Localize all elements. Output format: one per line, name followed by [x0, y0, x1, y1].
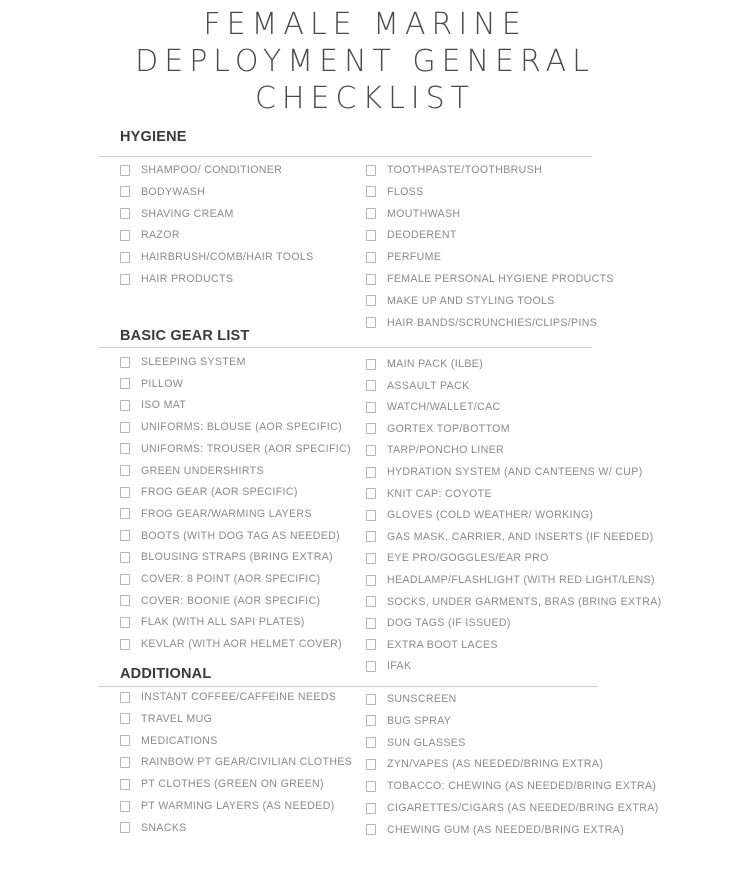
checklist-item-label: TARP/PONCHO LINER — [387, 444, 505, 457]
checklist-item-label: SHAVING CREAM — [141, 207, 234, 220]
checkbox[interactable] — [120, 357, 130, 368]
checklist-item[interactable] — [120, 819, 187, 837]
checkbox[interactable] — [120, 779, 130, 790]
checklist-item-label: DOG TAGS (IF ISSUED) — [387, 617, 511, 630]
checklist-item-label: ISO MAT — [141, 399, 187, 412]
checklist-item-label: HAIRBRUSH/COMB/HAIR TOOLS — [141, 251, 314, 264]
checkbox[interactable] — [366, 759, 376, 770]
checklist-item-label: GORTEX TOP/BOTTOM — [387, 422, 510, 435]
checklist-item[interactable] — [366, 593, 662, 611]
checklist-item[interactable] — [120, 527, 340, 545]
checklist-item[interactable] — [120, 548, 333, 566]
checkbox[interactable] — [120, 274, 130, 285]
checklist-item[interactable] — [366, 463, 643, 481]
checklist-item-label: GAS MASK, CARRIER, AND INSERTS (IF NEEDED) — [387, 530, 654, 543]
checkbox[interactable] — [366, 252, 376, 263]
checkbox[interactable] — [120, 617, 130, 628]
checklist-item-label: FROG GEAR (AOR SPECIFIC) — [141, 486, 298, 499]
checkbox[interactable] — [120, 508, 130, 519]
checklist-item-label: IFAK — [387, 660, 412, 673]
checkbox[interactable] — [120, 443, 130, 454]
checklist-item[interactable] — [120, 183, 205, 201]
checklist-item-label: SLEEPING SYSTEM — [141, 356, 246, 368]
checklist-item-label: HYDRATION SYSTEM (AND CANTEENS W/ CUP) — [387, 466, 643, 478]
section-heading-hygiene: HYGIENE — [120, 129, 187, 145]
checklist-item[interactable] — [366, 183, 424, 201]
checklist-item-label: GREEN UNDERSHIRTS — [141, 464, 264, 477]
checkbox[interactable] — [366, 596, 376, 607]
checklist-item[interactable] — [120, 248, 314, 266]
checklist-item[interactable] — [120, 688, 336, 706]
checklist-item[interactable] — [366, 355, 483, 373]
checklist-item-label: TRAVEL MUG — [141, 712, 213, 725]
checklist-item[interactable] — [120, 353, 246, 371]
checkbox[interactable] — [366, 317, 376, 328]
checklist-item-label: TOOTHPASTE/TOOTHBRUSH — [387, 164, 543, 176]
section-heading-gear: BASIC GEAR LIST — [120, 328, 250, 344]
checklist-item-label: SOCKS, UNDER GARMENTS, BRAS (BRING EXTRA) — [387, 595, 662, 608]
checkbox[interactable] — [366, 423, 376, 434]
checklist-item[interactable] — [366, 799, 659, 817]
checklist-item[interactable] — [120, 710, 212, 728]
checklist-item[interactable] — [366, 377, 470, 395]
checklist-item-label: FROG GEAR/WARMING LAYERS — [141, 507, 312, 520]
checkbox[interactable] — [120, 400, 130, 411]
checklist-item-label: ASSAULT PACK — [387, 379, 470, 392]
checkbox[interactable] — [120, 639, 130, 650]
checklist-item-label: GLOVES (COLD WEATHER/ WORKING) — [387, 509, 594, 522]
checklist-item[interactable] — [366, 506, 593, 524]
checklist-item-label: EXTRA BOOT LACES — [387, 638, 498, 651]
checklist-item[interactable] — [120, 396, 186, 414]
checklist-item-label: EYE PRO/GOGGLES/EAR PRO — [387, 552, 549, 565]
checklist-item[interactable] — [120, 797, 335, 815]
section-divider — [98, 686, 598, 687]
checkbox[interactable] — [366, 467, 376, 478]
checklist-item-label: FLOSS — [387, 185, 424, 198]
checkbox[interactable] — [366, 186, 376, 197]
checklist-item[interactable] — [366, 205, 460, 223]
checkbox[interactable] — [366, 694, 376, 705]
checklist-item-label: HAIR BANDS/SCRUNCHIES/CLIPS/PINS — [387, 316, 598, 329]
checklist-item-label: PT CLOTHES (GREEN ON GREEN) — [141, 778, 324, 791]
checklist-item-label: UNIFORMS: BLOUSE (AOR SPECIFIC) — [141, 421, 342, 434]
checklist-item-label: RAZOR — [141, 229, 180, 242]
checklist-item[interactable] — [120, 592, 320, 610]
checklist-item[interactable] — [366, 314, 597, 332]
checkbox[interactable] — [120, 530, 130, 541]
checklist-item-label: FEMALE PERSONAL HYGIENE PRODUCTS — [387, 273, 614, 285]
checklist-item-label: CHEWING GUM (AS NEEDED/BRING EXTRA) — [387, 823, 625, 836]
checkbox[interactable] — [120, 186, 130, 197]
checklist-item-label: BODYWASH — [141, 185, 206, 198]
checklist-item-label: KEVLAR (WITH AOR HELMET COVER) — [141, 638, 343, 651]
checklist-item[interactable] — [366, 528, 653, 546]
checkbox[interactable] — [366, 402, 376, 413]
checkbox[interactable] — [366, 359, 376, 370]
checkbox[interactable] — [366, 803, 376, 814]
title-line-2: DEPLOYMENT GENERAL — [135, 44, 595, 79]
checkbox[interactable] — [120, 822, 130, 833]
checklist-item[interactable] — [366, 292, 555, 310]
checkbox[interactable] — [120, 208, 130, 219]
checklist-item[interactable] — [120, 483, 298, 501]
checklist-item-label: MOUTHWASH — [387, 207, 461, 220]
checkbox[interactable] — [366, 230, 376, 241]
checkbox[interactable] — [120, 801, 130, 812]
checkbox[interactable] — [120, 713, 130, 724]
checkbox[interactable] — [120, 378, 130, 389]
checklist-item-label: MEDICATIONS — [141, 734, 218, 747]
checkbox[interactable] — [366, 445, 376, 456]
checklist-item[interactable] — [120, 205, 234, 223]
checklist-item-label: SHAMPOO/ CONDITIONER — [141, 164, 283, 176]
checklist-item[interactable] — [120, 613, 305, 631]
checkbox[interactable] — [366, 488, 376, 499]
checkbox[interactable] — [120, 252, 130, 263]
checkbox[interactable] — [120, 552, 130, 563]
checklist-item[interactable] — [366, 614, 511, 632]
checklist-item[interactable] — [120, 440, 351, 458]
checklist-item[interactable] — [366, 485, 492, 503]
checklist-item[interactable] — [120, 270, 233, 288]
checklist-item-label: WATCH/WALLET/CAC — [387, 401, 501, 414]
checklist-item-label: INSTANT COFFEE/CAFFEINE NEEDS — [141, 691, 337, 703]
checkbox[interactable] — [120, 735, 130, 746]
checklist-item-label: ZYN/VAPES (AS NEEDED/BRING EXTRA) — [387, 758, 604, 771]
checkbox[interactable] — [366, 510, 376, 521]
checklist-item[interactable] — [120, 732, 218, 750]
title-line-3: CHECKLIST — [254, 81, 475, 116]
checkbox[interactable] — [120, 692, 130, 703]
checklist-item[interactable] — [366, 755, 603, 773]
checkbox[interactable] — [366, 208, 376, 219]
checklist-item-label: PERFUME — [387, 251, 442, 264]
checklist-item[interactable] — [366, 549, 549, 567]
checkbox[interactable] — [366, 553, 376, 564]
checkbox[interactable] — [120, 422, 130, 433]
checklist-item[interactable] — [366, 248, 441, 266]
checklist-item-label: CIGARETTES/CIGARS (AS NEEDED/BRING EXTRA) — [387, 802, 659, 814]
section-divider — [98, 347, 592, 348]
checklist-item-label: TOBACCO: CHEWING (AS NEEDED/BRING EXTRA) — [387, 780, 657, 793]
checklist-item[interactable] — [120, 375, 183, 393]
checkbox[interactable] — [120, 230, 130, 241]
checkbox[interactable] — [366, 575, 376, 586]
checklist-item[interactable] — [366, 690, 457, 708]
checklist-item-label: MAKE UP AND STYLING TOOLS — [387, 294, 555, 307]
checkbox[interactable] — [366, 737, 376, 748]
checkbox[interactable] — [366, 380, 376, 391]
section-heading-additional: ADDITIONAL — [120, 666, 212, 682]
checkbox[interactable] — [366, 165, 376, 176]
checklist-item[interactable] — [120, 418, 342, 436]
checkbox[interactable] — [366, 531, 376, 542]
checklist-item-label: FLAK (WITH ALL SAPI PLATES) — [141, 616, 305, 629]
checklist-item-label: RAINBOW PT GEAR/CIVILIAN CLOTHES — [141, 756, 353, 769]
checkbox[interactable] — [366, 618, 376, 629]
checklist-item-label: UNIFORMS: TROUSER (AOR SPECIFIC) — [141, 442, 351, 455]
checklist-item-label: SUN GLASSES — [387, 736, 466, 749]
checklist-item[interactable] — [120, 753, 352, 771]
checklist-item[interactable] — [120, 505, 312, 523]
checklist-item[interactable] — [366, 657, 411, 675]
checkbox[interactable] — [366, 824, 376, 835]
checklist-item-label: SNACKS — [141, 821, 187, 834]
checklist-item-label: BLOUSING STRAPS (BRING EXTRA) — [141, 551, 334, 564]
checklist-item-label: PILLOW — [141, 377, 184, 390]
checkbox[interactable] — [366, 781, 376, 792]
checklist-item[interactable] — [120, 226, 180, 244]
checklist-item-label: MAIN PACK (ILBE) — [387, 358, 484, 370]
checklist-item[interactable] — [366, 734, 466, 752]
checklist-item[interactable] — [120, 775, 324, 793]
checklist-item[interactable] — [366, 571, 655, 589]
checklist-item-label: BOOTS (WITH DOG TAG AS NEEDED) — [141, 529, 341, 542]
checklist-item-label: BUG SPRAY — [387, 714, 452, 727]
checklist-item-label: HEADLAMP/FLASHLIGHT (WITH RED LIGHT/LENS) — [387, 574, 655, 586]
checklist-item[interactable] — [366, 821, 624, 839]
checkbox[interactable] — [120, 595, 130, 606]
checklist-item[interactable] — [366, 712, 451, 730]
checklist-item-label: SUNSCREEN — [387, 693, 457, 705]
checklist-item[interactable] — [366, 161, 542, 179]
page-title — [0, 6, 730, 117]
checkbox[interactable] — [120, 757, 130, 768]
checklist-item-label: COVER: 8 POINT (AOR SPECIFIC) — [141, 573, 321, 585]
checklist-item[interactable] — [366, 270, 614, 288]
checkbox[interactable] — [366, 295, 376, 306]
checklist-item[interactable] — [120, 462, 264, 480]
checklist-item[interactable] — [366, 636, 498, 654]
checkbox[interactable] — [366, 715, 376, 726]
checklist-item[interactable] — [120, 570, 320, 588]
section-divider — [98, 156, 592, 157]
checkbox[interactable] — [120, 487, 130, 498]
checklist-item-label: DEODERENT — [387, 229, 457, 242]
checklist-item[interactable] — [366, 398, 501, 416]
checkbox[interactable] — [120, 165, 130, 176]
title-line-1: FEMALE MARINE — [203, 7, 527, 42]
checklist-item[interactable] — [120, 161, 282, 179]
checklist-item-label: HAIR PRODUCTS — [141, 273, 234, 285]
checklist-item-label: KNIT CAP: COYOTE — [387, 487, 492, 500]
checklist-item[interactable] — [366, 226, 457, 244]
checklist-item[interactable] — [366, 441, 504, 459]
checkbox[interactable] — [120, 465, 130, 476]
checklist-item[interactable] — [120, 635, 342, 653]
checkbox[interactable] — [366, 639, 376, 650]
checkbox[interactable] — [120, 574, 130, 585]
checkbox[interactable] — [366, 661, 376, 672]
checklist-item[interactable] — [366, 777, 656, 795]
checklist-item-label: COVER: BOONIE (AOR SPECIFIC) — [141, 594, 321, 607]
checklist-item[interactable] — [366, 420, 510, 438]
checklist-item-label: PT WARMING LAYERS (AS NEEDED) — [141, 800, 335, 812]
checkbox[interactable] — [366, 274, 376, 285]
